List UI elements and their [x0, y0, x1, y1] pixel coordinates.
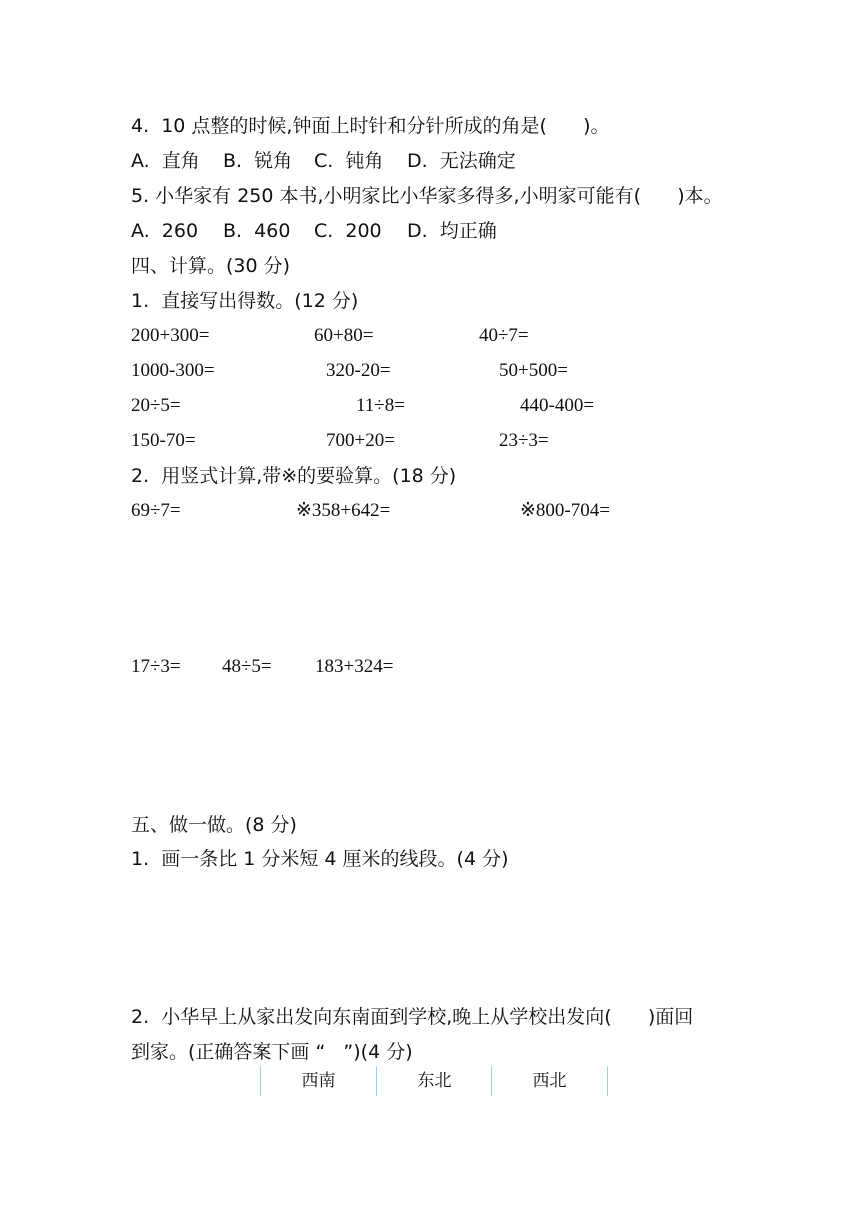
question-4-text: 4. 10 点整的时候,钟面上时针和分针所成的角是( )。: [131, 115, 610, 137]
vertical-item: ※358+642=: [296, 500, 391, 521]
section-5-question-2-line-1: 2. 小华早上从家出发向东南面到学校,晚上从学校出发向( )面回: [131, 1006, 694, 1028]
choice-northwest[interactable]: 西北: [491, 1066, 608, 1096]
section-5-question-1: 1. 画一条比 1 分米短 4 厘米的线段。(4 分): [131, 848, 509, 870]
oral-item: 150-70=: [131, 430, 196, 451]
oral-item: 700+20=: [326, 430, 395, 451]
vertical-item: 48÷5=: [222, 656, 272, 677]
q4-option-c[interactable]: C. 钝角: [314, 150, 384, 172]
direction-choices-table: [260, 1066, 608, 1096]
section-4-part1-title: 1. 直接写出得数。(12 分): [131, 290, 359, 312]
choice-southwest[interactable]: 西南: [260, 1066, 376, 1096]
oral-item: 440-400=: [520, 395, 595, 416]
vertical-item: 69÷7=: [131, 500, 181, 521]
q5-option-c[interactable]: C. 200: [314, 220, 382, 242]
oral-item: 50+500=: [499, 360, 568, 381]
section-5-title: 五、做一做。(8 分): [131, 814, 297, 836]
oral-item: 23÷3=: [499, 430, 549, 451]
q5-option-b[interactable]: B. 460: [223, 220, 291, 242]
question-5-text: 5. 小华家有 250 本书,小明家比小华家多得多,小明家可能有( )本。: [131, 185, 723, 207]
vertical-item: ※800-704=: [520, 500, 610, 521]
section-4-part2-title: 2. 用竖式计算,带※的要验算。(18 分): [131, 465, 457, 487]
oral-item: 1000-300=: [131, 360, 215, 381]
vertical-item: 183+324=: [315, 656, 394, 677]
section-5-question-2-line-2: 到家。(正确答案下画 “ ”)(4 分): [131, 1041, 413, 1063]
oral-item: 60+80=: [314, 325, 374, 346]
section-4-title: 四、计算。(30 分): [131, 255, 291, 277]
oral-item: 320-20=: [326, 360, 391, 381]
q5-option-a[interactable]: A. 260: [131, 220, 199, 242]
oral-item: 20÷5=: [131, 395, 181, 416]
oral-item: 40÷7=: [479, 325, 529, 346]
q4-option-b[interactable]: B. 锐角: [223, 150, 293, 172]
choice-northeast[interactable]: 东北: [376, 1066, 492, 1096]
oral-item: 11÷8=: [356, 395, 405, 416]
q5-option-d[interactable]: D. 均正确: [407, 220, 497, 242]
q4-option-d[interactable]: D. 无法确定: [407, 150, 516, 172]
oral-item: 200+300=: [131, 325, 210, 346]
vertical-item: 17÷3=: [131, 656, 181, 677]
q4-option-a[interactable]: A. 直角: [131, 150, 200, 172]
